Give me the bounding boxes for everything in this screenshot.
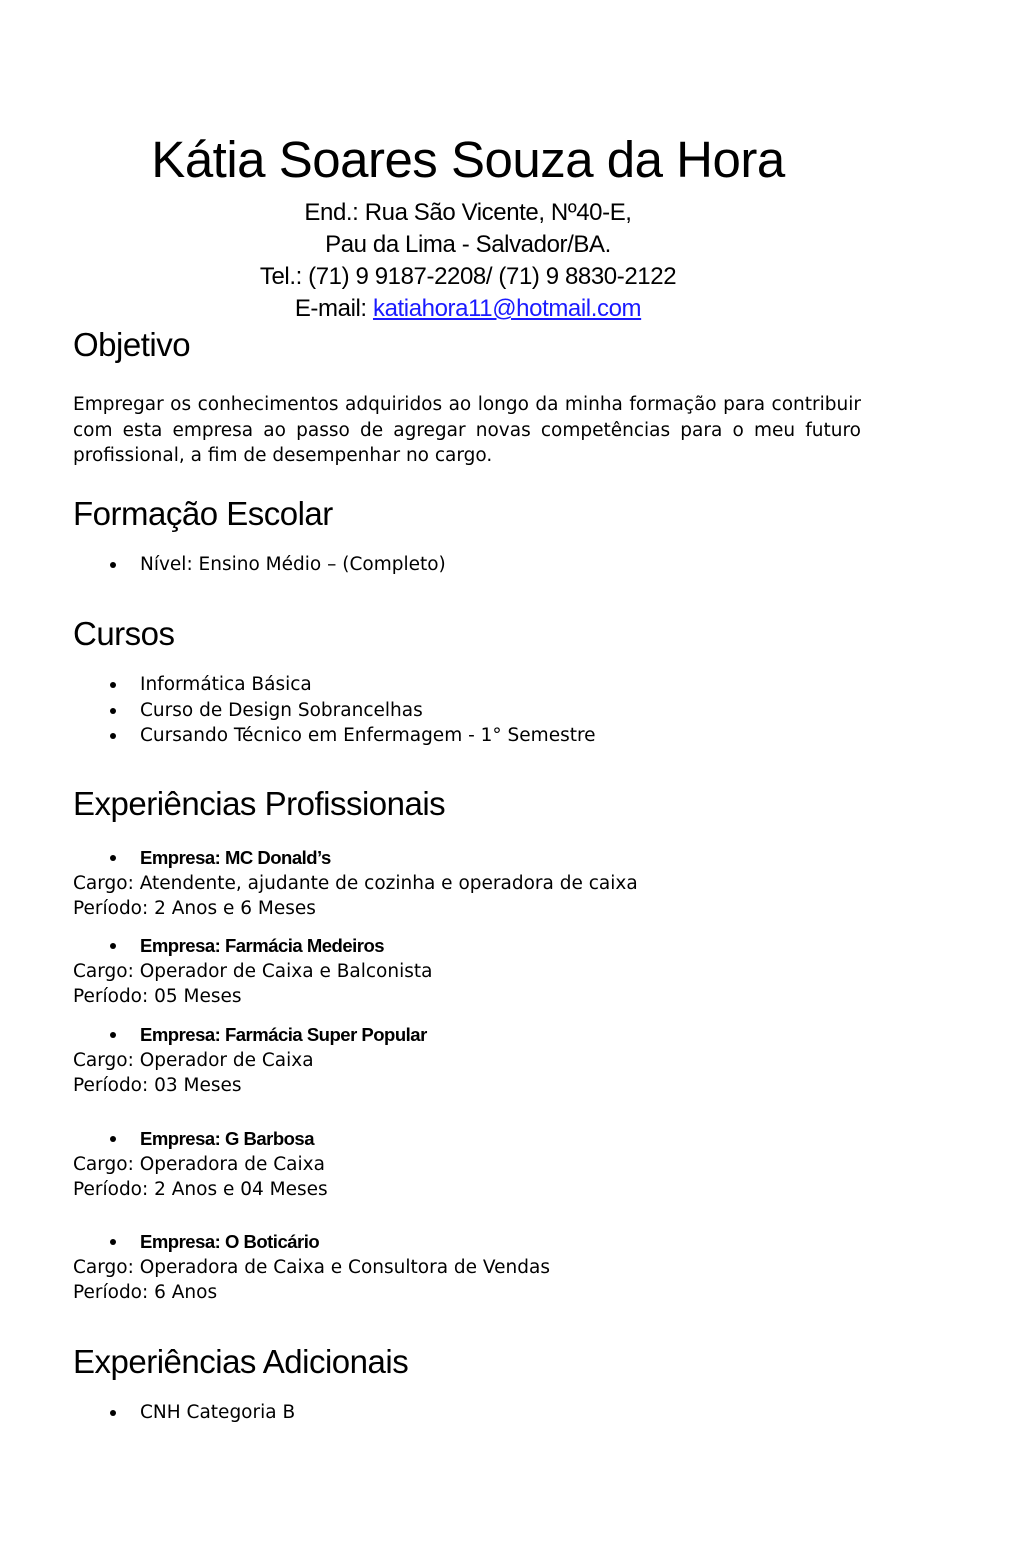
list-item: Curso de Design Sobrancelhas bbox=[73, 698, 596, 724]
candidate-name: Kátia Soares Souza da Hora bbox=[151, 131, 785, 188]
job-cargo: Cargo: Atendente, ajudante de cozinha e operadora de caixa bbox=[73, 872, 638, 894]
job-cargo: Cargo: Operador de Caixa bbox=[73, 1049, 314, 1071]
objetivo-text: Empregar os conhecimentos adquiridos ao longo da minha formação para contribuir com esta empresa ao passo de agregar novas competências para o meu futuro profissional, a fim de desempenhar no cargo. bbox=[73, 394, 861, 466]
list-item: Nível: Ensino Médio – (Completo) bbox=[73, 552, 446, 578]
job-entry bbox=[73, 933, 432, 1010]
section-title-adicionais: Experiências Adicionais bbox=[73, 1343, 409, 1380]
job-entry bbox=[73, 1126, 328, 1203]
contact-block bbox=[0, 197, 936, 325]
job-periodo: Período: 03 Meses bbox=[73, 1075, 242, 1096]
job-company: Empresa: O Boticário bbox=[73, 1229, 550, 1255]
cursos-list bbox=[73, 672, 596, 749]
job-company: Empresa: Farmácia Medeiros bbox=[73, 933, 432, 959]
job-entry bbox=[73, 1022, 427, 1099]
section-title-experiencias: Experiências Profissionais bbox=[73, 785, 446, 822]
address-line-2: Pau da Lima - Salvador/BA. bbox=[325, 231, 611, 258]
job-company: Empresa: MC Donald’s bbox=[73, 845, 638, 871]
section-title-objetivo: Objetivo bbox=[73, 326, 191, 363]
job-periodo: Período: 2 Anos e 6 Meses bbox=[73, 898, 316, 919]
job-periodo: Período: 6 Anos bbox=[73, 1282, 218, 1303]
job-cargo: Cargo: Operadora de Caixa e Consultora de Vendas bbox=[73, 1256, 550, 1278]
phone-line: Tel.: (71) 9 9187-2208/ (71) 9 8830-2122 bbox=[259, 263, 677, 290]
section-title-formacao: Formação Escolar bbox=[73, 495, 333, 532]
section-title-cursos: Cursos bbox=[73, 615, 175, 652]
formacao-list bbox=[73, 552, 446, 578]
job-periodo: Período: 2 Anos e 04 Meses bbox=[73, 1179, 328, 1200]
job-company: Empresa: G Barbosa bbox=[73, 1126, 328, 1152]
job-periodo: Período: 05 Meses bbox=[73, 986, 242, 1007]
job-cargo: Cargo: Operador de Caixa e Balconista bbox=[73, 960, 433, 982]
email-label: E-mail: bbox=[294, 295, 373, 322]
adicionais-list bbox=[73, 1400, 295, 1426]
list-item: Informática Básica bbox=[73, 672, 596, 698]
job-company: Empresa: Farmácia Super Popular bbox=[73, 1022, 427, 1048]
job-entry bbox=[73, 845, 638, 922]
address-line-1: End.: Rua São Vicente, Nº40-E, bbox=[304, 199, 632, 226]
list-item: CNH Categoria B bbox=[73, 1400, 295, 1426]
email-link[interactable]: katiahora11@hotmail.com bbox=[372, 295, 642, 322]
job-cargo: Cargo: Operadora de Caixa bbox=[73, 1153, 325, 1175]
email-line bbox=[0, 293, 936, 325]
list-item: Cursando Técnico em Enfermagem - 1° Semestre bbox=[73, 723, 596, 749]
job-entry bbox=[73, 1229, 550, 1306]
